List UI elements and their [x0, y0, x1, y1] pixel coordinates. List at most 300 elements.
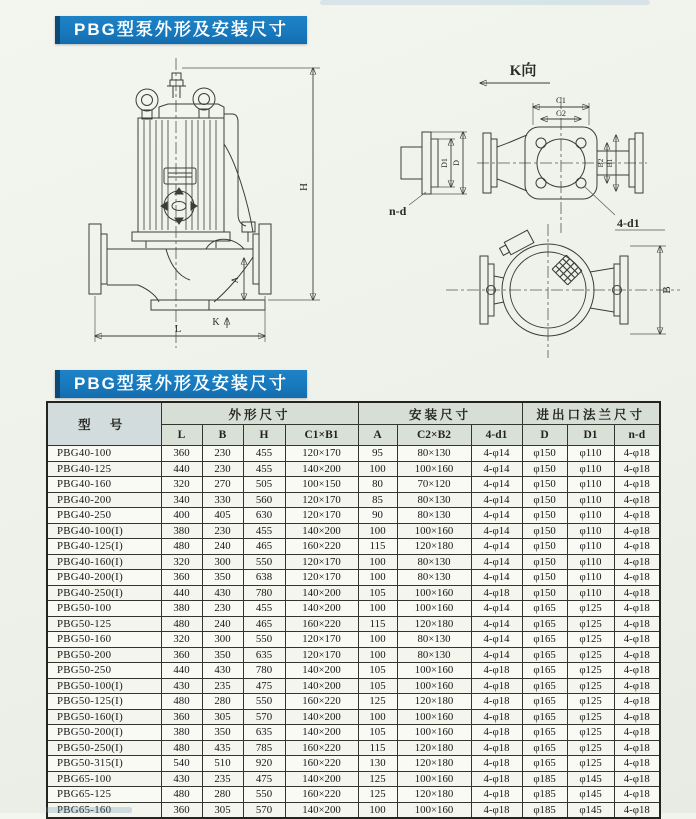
model-cell: PBG40-100(I) [47, 523, 161, 539]
value-cell: φ185 [522, 787, 567, 803]
model-cell: PBG50-200 [47, 647, 161, 663]
table-row [47, 523, 660, 539]
value-cell: 4-φ18 [471, 694, 522, 710]
page-title-banner: PBG型泵外形及安装尺寸 [55, 16, 307, 44]
value-cell: 4-φ14 [471, 647, 522, 663]
value-cell: 70×120 [397, 477, 471, 493]
group-header: 安装尺寸 [358, 402, 522, 425]
value-cell: φ150 [522, 508, 567, 524]
model-cell: PBG65-160 [47, 802, 161, 818]
value-cell: 4-φ14 [471, 446, 522, 462]
model-cell: PBG40-125 [47, 461, 161, 477]
value-cell: 550 [243, 632, 285, 648]
model-cell: PBG40-125(I) [47, 539, 161, 555]
value-cell: 400 [161, 508, 202, 524]
value-cell: 4-φ18 [471, 663, 522, 679]
value-cell: 115 [358, 740, 397, 756]
table-row [47, 787, 660, 803]
value-cell: 4-φ18 [471, 802, 522, 818]
value-cell: 340 [161, 492, 202, 508]
value-cell: 540 [161, 756, 202, 772]
value-cell: 785 [243, 740, 285, 756]
model-cell: PBG50-160(I) [47, 709, 161, 725]
column-header: D1 [567, 425, 614, 446]
value-cell: 105 [358, 678, 397, 694]
value-cell: 430 [202, 585, 243, 601]
value-cell: φ145 [567, 802, 614, 818]
value-cell: 455 [243, 523, 285, 539]
value-cell: 435 [202, 740, 243, 756]
value-cell: 305 [202, 709, 243, 725]
table-row [47, 756, 660, 772]
value-cell: φ125 [567, 678, 614, 694]
value-cell: φ125 [567, 601, 614, 617]
value-cell: 120×170 [285, 632, 358, 648]
value-cell: 4-φ18 [471, 585, 522, 601]
model-cell: PBG40-100 [47, 446, 161, 462]
value-cell: 505 [243, 477, 285, 493]
value-cell: φ125 [567, 725, 614, 741]
value-cell: 4-φ18 [471, 787, 522, 803]
value-cell: φ110 [567, 554, 614, 570]
value-cell: 95 [358, 446, 397, 462]
value-cell: φ165 [522, 756, 567, 772]
value-cell: 100 [358, 601, 397, 617]
value-cell: φ165 [522, 678, 567, 694]
value-cell: 235 [202, 678, 243, 694]
value-cell: 230 [202, 461, 243, 477]
value-cell: φ110 [567, 570, 614, 586]
value-cell: 320 [161, 632, 202, 648]
table-row [47, 508, 660, 524]
value-cell: 160×220 [285, 756, 358, 772]
value-cell: 4-φ18 [614, 477, 660, 493]
value-cell: 240 [202, 539, 243, 555]
value-cell: 100×160 [397, 461, 471, 477]
value-cell: 100×160 [397, 663, 471, 679]
value-cell: φ145 [567, 787, 614, 803]
value-cell: 130 [358, 756, 397, 772]
table-row [47, 678, 660, 694]
value-cell: 360 [161, 647, 202, 663]
value-cell: 570 [243, 802, 285, 818]
table-row [47, 570, 660, 586]
table-row [47, 771, 660, 787]
value-cell: 4-φ18 [471, 771, 522, 787]
k-direction-label: K向 [509, 63, 537, 79]
value-cell: 780 [243, 663, 285, 679]
model-cell: PBG50-315(I) [47, 756, 161, 772]
model-cell: PBG65-100 [47, 771, 161, 787]
value-cell: 125 [358, 694, 397, 710]
value-cell: 4-φ18 [614, 694, 660, 710]
value-cell: 100×160 [397, 771, 471, 787]
value-cell: 4-φ18 [471, 678, 522, 694]
value-cell: 100 [358, 461, 397, 477]
value-cell: 4-φ18 [614, 570, 660, 586]
model-cell: PBG40-250(I) [47, 585, 161, 601]
value-cell: 330 [202, 492, 243, 508]
dim-label-l: L [174, 323, 182, 335]
dim-label-d1: D1 [440, 158, 449, 168]
value-cell: 80×130 [397, 554, 471, 570]
value-cell: 120×180 [397, 740, 471, 756]
dimensions-table [46, 401, 661, 819]
value-cell: φ185 [522, 771, 567, 787]
value-cell: 160×220 [285, 740, 358, 756]
scan-streak [320, 0, 650, 5]
value-cell: φ110 [567, 492, 614, 508]
value-cell: 270 [202, 477, 243, 493]
value-cell: φ110 [567, 585, 614, 601]
model-cell: PBG50-160 [47, 632, 161, 648]
value-cell: 4-φ18 [471, 725, 522, 741]
value-cell: 100 [358, 802, 397, 818]
column-header: n-d [614, 425, 660, 446]
value-cell: 120×170 [285, 446, 358, 462]
value-cell: 4-φ18 [614, 725, 660, 741]
value-cell: 80×130 [397, 508, 471, 524]
value-cell: φ165 [522, 663, 567, 679]
value-cell: 550 [243, 694, 285, 710]
table-row [47, 647, 660, 663]
value-cell: 475 [243, 678, 285, 694]
value-cell: 4-φ14 [471, 616, 522, 632]
value-cell: 480 [161, 740, 202, 756]
value-cell: 4-φ18 [614, 802, 660, 818]
value-cell: φ145 [567, 771, 614, 787]
value-cell: 140×200 [285, 771, 358, 787]
value-cell: φ150 [522, 477, 567, 493]
table-row [47, 740, 660, 756]
value-cell: φ150 [522, 570, 567, 586]
dim-label-h: H [298, 183, 310, 191]
table-row [47, 585, 660, 601]
value-cell: 4-φ18 [614, 461, 660, 477]
value-cell: 140×200 [285, 585, 358, 601]
value-cell: φ165 [522, 632, 567, 648]
value-cell: 120×170 [285, 647, 358, 663]
table-row [47, 725, 660, 741]
value-cell: 4-φ18 [614, 756, 660, 772]
value-cell: 100×160 [397, 585, 471, 601]
value-cell: 4-φ18 [614, 787, 660, 803]
value-cell: 115 [358, 539, 397, 555]
column-header: D [522, 425, 567, 446]
value-cell: 455 [243, 446, 285, 462]
value-cell: 80 [358, 477, 397, 493]
value-cell: 100×160 [397, 523, 471, 539]
value-cell: 4-φ14 [471, 523, 522, 539]
value-cell: 100×160 [397, 802, 471, 818]
model-cell: PBG40-200 [47, 492, 161, 508]
value-cell: 4-φ18 [614, 740, 660, 756]
value-cell: φ110 [567, 446, 614, 462]
value-cell: 455 [243, 461, 285, 477]
value-cell: 570 [243, 709, 285, 725]
table-row [47, 554, 660, 570]
model-cell: PBG50-200(I) [47, 725, 161, 741]
value-cell: 85 [358, 492, 397, 508]
model-column-header: 型 号 [47, 402, 161, 446]
dim-label-c2: C2 [556, 108, 566, 118]
value-cell: 360 [161, 570, 202, 586]
value-cell: 105 [358, 725, 397, 741]
value-cell: 320 [161, 554, 202, 570]
value-cell: 80×130 [397, 570, 471, 586]
value-cell: 430 [161, 771, 202, 787]
value-cell: 635 [243, 725, 285, 741]
value-cell: 140×200 [285, 678, 358, 694]
value-cell: 780 [243, 585, 285, 601]
value-cell: 510 [202, 756, 243, 772]
value-cell: φ165 [522, 601, 567, 617]
model-cell: PBG50-100 [47, 601, 161, 617]
value-cell: φ165 [522, 725, 567, 741]
value-cell: 480 [161, 539, 202, 555]
value-cell: 4-φ18 [614, 539, 660, 555]
top-view-body [480, 230, 628, 336]
value-cell: 4-φ18 [471, 709, 522, 725]
value-cell: 100×160 [397, 709, 471, 725]
value-cell: 230 [202, 446, 243, 462]
value-cell: 320 [161, 477, 202, 493]
value-cell: 90 [358, 508, 397, 524]
value-cell: φ125 [567, 663, 614, 679]
value-cell: φ125 [567, 740, 614, 756]
value-cell: 160×220 [285, 616, 358, 632]
value-cell: φ150 [522, 539, 567, 555]
value-cell: 4-φ14 [471, 461, 522, 477]
value-cell: 4-φ14 [471, 570, 522, 586]
model-cell: PBG40-160 [47, 477, 161, 493]
value-cell: 100 [358, 709, 397, 725]
value-cell: 230 [202, 523, 243, 539]
value-cell: φ125 [567, 709, 614, 725]
flange-detail [389, 132, 467, 218]
value-cell: 300 [202, 632, 243, 648]
dim-label-b: B [661, 286, 673, 294]
model-cell: PBG65-125 [47, 787, 161, 803]
value-cell: 100×150 [285, 477, 358, 493]
model-cell: PBG50-250(I) [47, 740, 161, 756]
value-cell: 140×200 [285, 663, 358, 679]
value-cell: 140×200 [285, 725, 358, 741]
value-cell: 100×160 [397, 725, 471, 741]
value-cell: 300 [202, 554, 243, 570]
value-cell: 4-φ14 [471, 601, 522, 617]
value-cell: 280 [202, 787, 243, 803]
value-cell: 380 [161, 725, 202, 741]
value-cell: 480 [161, 694, 202, 710]
model-cell: PBG50-125(I) [47, 694, 161, 710]
value-cell: 120×170 [285, 570, 358, 586]
value-cell: 635 [243, 647, 285, 663]
value-cell: 140×200 [285, 461, 358, 477]
value-cell: 4-φ18 [614, 663, 660, 679]
value-cell: 350 [202, 725, 243, 741]
value-cell: 125 [358, 787, 397, 803]
value-cell: 230 [202, 601, 243, 617]
table-row [47, 663, 660, 679]
column-header: B [202, 425, 243, 446]
model-cell: PBG50-100(I) [47, 678, 161, 694]
value-cell: φ150 [522, 446, 567, 462]
value-cell: 560 [243, 492, 285, 508]
priming-plug [167, 73, 186, 98]
value-cell: 100 [358, 647, 397, 663]
cutoff-banner-fragment [46, 807, 132, 813]
model-cell: PBG40-200(I) [47, 570, 161, 586]
value-cell: 115 [358, 616, 397, 632]
dim-label-a: A [230, 276, 240, 284]
value-cell: φ165 [522, 694, 567, 710]
value-cell: 4-φ18 [614, 585, 660, 601]
dim-label-c1: C1 [556, 95, 566, 105]
value-cell: 100×160 [397, 678, 471, 694]
value-cell: 480 [161, 787, 202, 803]
value-cell: φ165 [522, 709, 567, 725]
dim-label-d: D [452, 160, 461, 166]
value-cell: 550 [243, 554, 285, 570]
value-cell: φ165 [522, 616, 567, 632]
value-cell: φ125 [567, 632, 614, 648]
value-cell: 120×170 [285, 508, 358, 524]
value-cell: 360 [161, 446, 202, 462]
column-header: 4-d1 [471, 425, 522, 446]
value-cell: φ110 [567, 477, 614, 493]
value-cell: φ185 [522, 802, 567, 818]
value-cell: 4-φ14 [471, 554, 522, 570]
value-cell: 440 [161, 585, 202, 601]
value-cell: 140×200 [285, 523, 358, 539]
value-cell: 350 [202, 570, 243, 586]
table-title-banner: PBG型泵外形及安装尺寸 [55, 370, 307, 398]
value-cell: 440 [161, 663, 202, 679]
table-row [47, 616, 660, 632]
group-header: 外形尺寸 [161, 402, 358, 425]
value-cell: 125 [358, 771, 397, 787]
value-cell: 380 [161, 523, 202, 539]
motor-body [138, 118, 224, 232]
value-cell: 4-φ14 [471, 632, 522, 648]
value-cell: 280 [202, 694, 243, 710]
value-cell: 140×200 [285, 802, 358, 818]
value-cell: φ125 [567, 694, 614, 710]
value-cell: φ150 [522, 585, 567, 601]
value-cell: 430 [202, 663, 243, 679]
value-cell: 4-φ18 [614, 709, 660, 725]
table-row [47, 477, 660, 493]
value-cell: φ125 [567, 647, 614, 663]
value-cell: 4-φ18 [471, 740, 522, 756]
value-cell: φ110 [567, 461, 614, 477]
value-cell: 4-φ18 [614, 508, 660, 524]
value-cell: φ110 [567, 539, 614, 555]
value-cell: 4-φ18 [614, 771, 660, 787]
value-cell: 4-φ18 [614, 601, 660, 617]
value-cell: 305 [202, 802, 243, 818]
value-cell: 80×130 [397, 647, 471, 663]
model-cell: PBG40-250 [47, 508, 161, 524]
value-cell: φ165 [522, 647, 567, 663]
dim-label-k: K [212, 317, 220, 328]
value-cell: 100 [358, 523, 397, 539]
column-header: L [161, 425, 202, 446]
value-cell: 160×220 [285, 694, 358, 710]
value-cell: 4-φ14 [471, 477, 522, 493]
table-row [47, 446, 660, 462]
dim-label-b2: B2 [596, 158, 605, 168]
value-cell: 140×200 [285, 709, 358, 725]
value-cell: 4-φ14 [471, 539, 522, 555]
value-cell: 430 [161, 678, 202, 694]
value-cell: 160×220 [285, 539, 358, 555]
table-row [47, 709, 660, 725]
value-cell: 4-φ18 [614, 616, 660, 632]
pump-k-view-drawing [385, 55, 683, 241]
value-cell: φ150 [522, 554, 567, 570]
table-row [47, 461, 660, 477]
value-cell: 465 [243, 539, 285, 555]
value-cell: 4-φ18 [614, 523, 660, 539]
value-cell: φ165 [522, 740, 567, 756]
value-cell: φ150 [522, 461, 567, 477]
pump-front-view-drawing [58, 52, 368, 364]
value-cell: 80×130 [397, 446, 471, 462]
model-cell: PBG50-125 [47, 616, 161, 632]
value-cell: 120×170 [285, 492, 358, 508]
value-cell: φ125 [567, 616, 614, 632]
value-cell: 80×130 [397, 632, 471, 648]
column-header: C1×B1 [285, 425, 358, 446]
dim-label-b1: B1 [605, 158, 614, 168]
value-cell: 160×220 [285, 787, 358, 803]
value-cell: 4-φ18 [614, 647, 660, 663]
value-cell: 100 [358, 632, 397, 648]
value-cell: φ110 [567, 523, 614, 539]
value-cell: 4-φ18 [614, 678, 660, 694]
value-cell: φ110 [567, 508, 614, 524]
table-row [47, 539, 660, 555]
pump-casing [107, 239, 265, 310]
table-row [47, 632, 660, 648]
value-cell: 440 [161, 461, 202, 477]
value-cell: 100 [358, 554, 397, 570]
column-header: A [358, 425, 397, 446]
value-cell: 4-φ18 [614, 632, 660, 648]
column-header: C2×B2 [397, 425, 471, 446]
value-cell: 405 [202, 508, 243, 524]
value-cell: 120×180 [397, 694, 471, 710]
value-cell: 480 [161, 616, 202, 632]
value-cell: 240 [202, 616, 243, 632]
table-row [47, 492, 660, 508]
value-cell: 105 [358, 585, 397, 601]
value-cell: 638 [243, 570, 285, 586]
table-row [47, 802, 660, 818]
table-row [47, 694, 660, 710]
value-cell: 360 [161, 802, 202, 818]
group-header: 进出口法兰尺寸 [522, 402, 660, 425]
value-cell: φ150 [522, 492, 567, 508]
value-cell: 4-φ14 [471, 492, 522, 508]
table-row [47, 601, 660, 617]
value-cell: 380 [161, 601, 202, 617]
bolt-count-label: 4-d1 [617, 216, 640, 230]
value-cell: 140×200 [285, 601, 358, 617]
value-cell: 455 [243, 601, 285, 617]
